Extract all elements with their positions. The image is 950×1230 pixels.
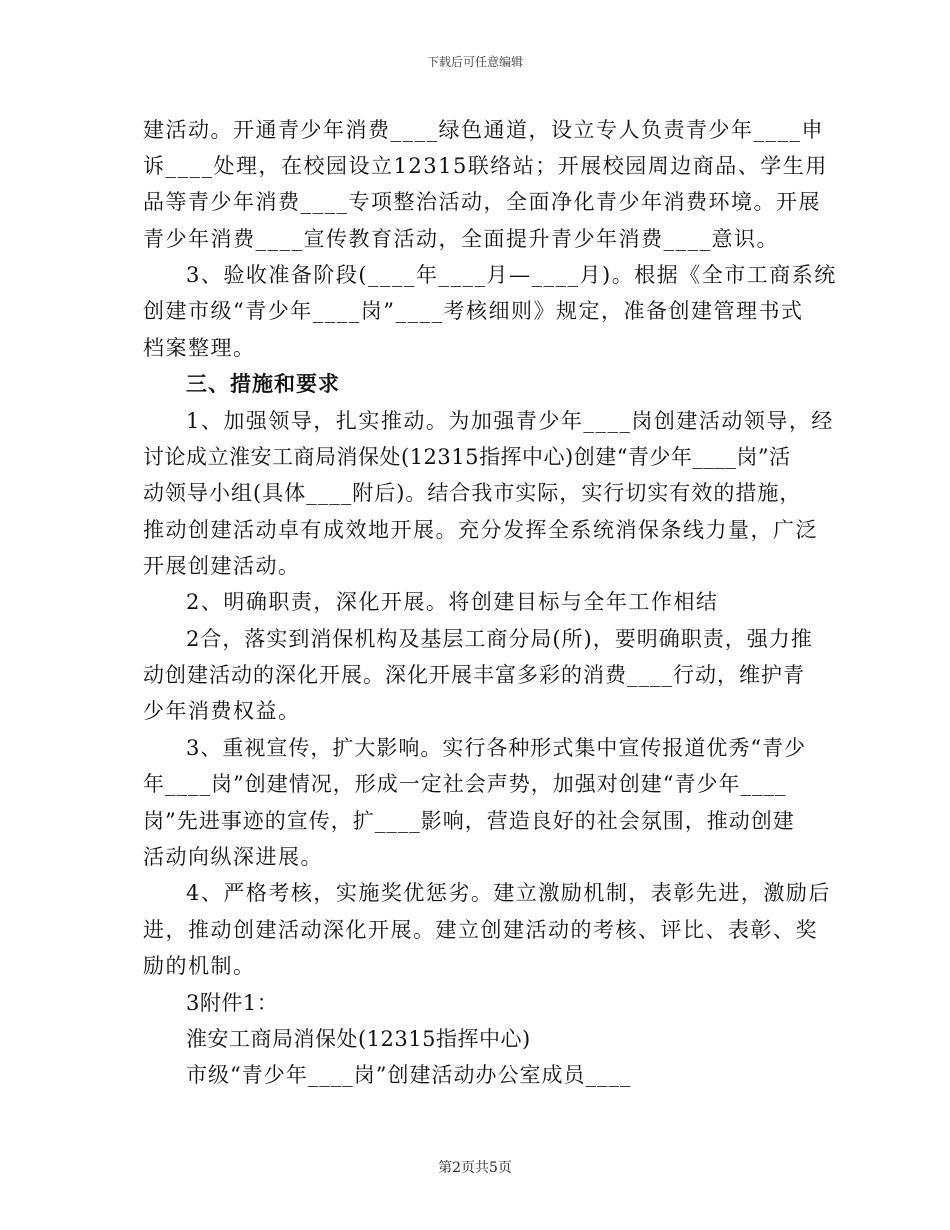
body-line: 动领导小组(具体____附后)。结合我市实际，实行切实有效的措施， xyxy=(143,481,802,505)
body-line: 励的机制。 xyxy=(143,954,256,978)
body-line: 创建市级“青少年____岗”____考核细则》规定，准备创建管理书式 xyxy=(143,299,804,323)
body-line: 2合，落实到消保机构及基层工商分局(所)，要明确职责，强力推 xyxy=(186,627,813,651)
body-line: 年____岗”创建情况，形成一定社会声势，加强对创建“青少年____ xyxy=(143,772,787,796)
body-line: 少年消费权益。 xyxy=(143,699,301,723)
measure-item-3: 3、重视宣传，扩大影响。实行各种形式集中宣传报道优秀“青少 xyxy=(186,736,807,760)
body-line: 品等青少年消费____专项整治活动，全面净化青少年消费环境。开展 xyxy=(143,190,821,214)
page-header: 下载后可任意编辑 xyxy=(426,55,523,69)
body-line: 诉____处理，在校园设立12315联络站；开展校园周边商品、学生用 xyxy=(143,154,828,178)
body-line: 推动创建活动卓有成效地开展。充分发挥全系统消保条线力量，广泛 xyxy=(143,518,818,542)
measure-item-4: 4、严格考核，实施奖优惩劣。建立激励机制，表彰先进，激励后 xyxy=(186,881,831,905)
section-heading: 三、措施和要求 xyxy=(186,372,340,396)
body-line: 动创建活动的深化开展。深化开展丰富多彩的消费____行动，维护青 xyxy=(143,663,805,687)
body-line: 讨论成立淮安工商局消保处(12315指挥中心)创建“青少年____岗”活 xyxy=(143,445,791,469)
page-number: 第2页共5页 xyxy=(438,1160,512,1176)
measure-item-1: 1、加强领导，扎实推动。为加强青少年____岗创建活动领导，经 xyxy=(186,409,834,433)
body-line: 活动向纵深进展。 xyxy=(143,845,323,869)
attachment-org: 淮安工商局消保处(12315指挥中心) xyxy=(186,1027,531,1051)
body-line: 青少年消费____宣传教育活动，全面提升青少年消费____意识。 xyxy=(143,227,779,251)
attachment-label: 3附件1： xyxy=(186,991,279,1015)
body-line: 岗”先进事迹的宣传，扩____影响，营造良好的社会氛围，推动创建 xyxy=(143,809,795,833)
body-line: 进，推动创建活动深化开展。建立创建活动的考核、评比、表彰、奖 xyxy=(143,918,818,942)
attachment-title: 市级“青少年____岗”创建活动办公室成员____ xyxy=(186,1063,632,1087)
body-line: 开展创建活动。 xyxy=(143,554,301,578)
section-item-3: 3、验收准备阶段(____年____月—____月)。根据《全市工商系统 xyxy=(186,263,837,287)
body-line: 建活动。开通青少年消费____绿色通道，设立专人负责青少年____申 xyxy=(143,118,824,142)
measure-item-2: 2、明确职责，深化开展。将创建目标与全年工作相结 xyxy=(186,590,719,614)
body-line: 档案整理。 xyxy=(143,336,256,360)
